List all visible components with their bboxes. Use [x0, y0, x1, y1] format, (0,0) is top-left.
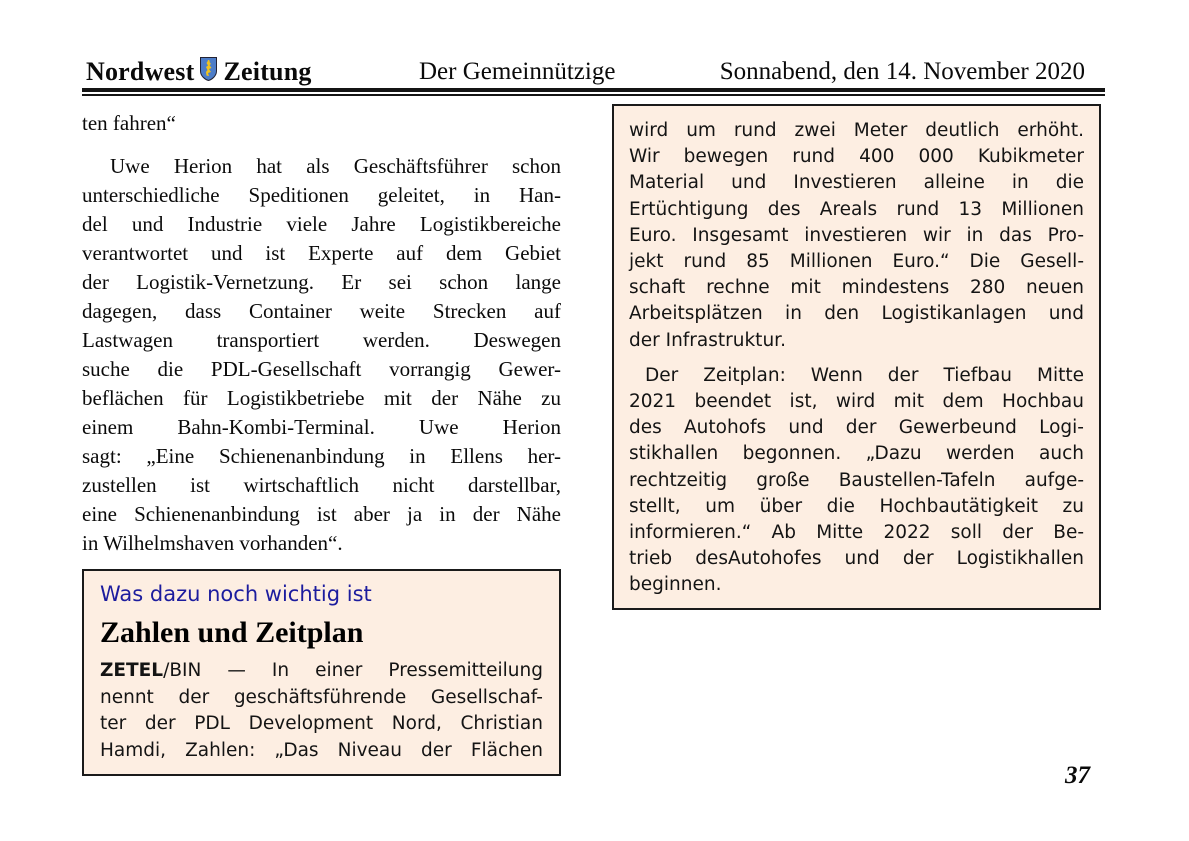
text-line: del und Industrie viele Jahre Logistikbereiche — [82, 212, 561, 236]
text-line: Arbeitsplätzen in den Logistikanlagen und — [629, 303, 1084, 325]
masthead-brand-left: Nordwest — [86, 57, 195, 86]
text-line: nennt der geschäftsführende Gesellschaf- — [100, 686, 543, 708]
infobox-title: Zahlen und Zeitplan — [100, 616, 364, 649]
text-line: stellt, um über die Hochbautätigkeit zu — [629, 495, 1084, 517]
text-line: Lastwagen transportiert werden. Deswegen — [82, 328, 561, 352]
infobox-body — [100, 658, 543, 764]
text-line: einem Bahn-Kombi-Terminal. Uwe Herion — [82, 415, 561, 439]
dateline-city: ZETEL — [100, 660, 164, 681]
text-line: beflächen für Logistikbetriebe mit der Nähe zu — [82, 386, 561, 410]
text-line: Material und Investieren alleine in die — [629, 172, 1084, 194]
text-line: ter der PDL Development Nord, Christian — [100, 713, 543, 734]
header-rule — [82, 88, 1105, 96]
dateline-rest: /BIN — In einer Pressemitteilung — [163, 660, 543, 681]
text-line: jekt rund 85 Millionen Euro.“ Die Gesell- — [629, 251, 1084, 273]
masthead — [86, 55, 312, 89]
text-line: Ertüchtigung des Areals rund 13 Millionen — [629, 198, 1084, 220]
infobox-kicker: Was dazu noch wichtig ist — [100, 582, 372, 606]
text-line: Euro. Insgesamt investieren wir in das Pro- — [629, 224, 1084, 246]
edition-title: Der Gemeinnützige — [419, 58, 616, 85]
infobox-paragraph — [629, 118, 1084, 354]
text-line: des Autohofs und der Gewerbeund Logi- — [629, 417, 1084, 439]
text-line: in Wilhelmshaven vorhanden“. — [82, 531, 343, 555]
text-line: beginnen. — [629, 574, 722, 596]
article-paragraph — [82, 109, 561, 138]
text-line: Hamdi, Zahlen: „Das Niveau der Flächen — [100, 739, 543, 761]
article-left-column — [82, 109, 561, 558]
text-line: stikhallen begonnen. „Dazu werden auch — [629, 443, 1084, 465]
text-line: unterschiedliche Speditionen geleitet, in Han- — [82, 183, 561, 207]
text-line: dagegen, dass Container weite Strecken auf — [82, 299, 561, 323]
text-line: verantwortet und ist Experte auf dem Gebiet — [82, 241, 561, 265]
text-line: Uwe Herion hat als Geschäftsführer schon — [110, 154, 561, 178]
text-line: Der Zeitplan: Wenn der Tiefbau Mitte — [645, 364, 1084, 386]
text-line: eine Schienenanbindung ist aber ja in der Nähe — [82, 502, 561, 526]
page-number: 37 — [1065, 762, 1090, 789]
text-line: trieb desAutohofes und der Logistikhallen — [629, 548, 1084, 570]
infobox-paragraph — [100, 685, 543, 765]
masthead-brand-right: Zeitung — [223, 57, 312, 86]
infobox-dateline — [100, 658, 543, 685]
text-line: sagt: „Eine Schienenanbindung in Ellens her- — [82, 444, 561, 468]
text-line: zustellen ist wirtschaftlich nicht darstellbar, — [82, 473, 561, 497]
text-line: Wir bewegen rund 400 000 Kubikmeter — [629, 146, 1084, 168]
infobox-zahlen-und-zeitplan — [82, 569, 561, 776]
infobox-paragraph — [629, 363, 1084, 599]
text-line: der Logistik-Vernetzung. Er sei schon lange — [82, 270, 561, 294]
text-line: 2021 beendet ist, wird mit dem Hochbau — [629, 391, 1084, 413]
text-line: ten fahren“ — [82, 111, 176, 135]
text-line: informieren.“ Ab Mitte 2022 soll der Be- — [629, 522, 1084, 544]
text-line: schaft rechne mit mindestens 280 neuen — [629, 277, 1084, 299]
text-line: der Infrastruktur. — [629, 329, 786, 351]
text-line: suche die PDL-Gesellschaft vorrangig Gewer- — [82, 357, 561, 381]
text-line: rechtzeitig große Baustellen-Tafeln aufge- — [629, 469, 1084, 491]
issue-date: Sonnabend, den 14. November 2020 — [719, 58, 1085, 85]
infobox-body — [629, 118, 1084, 599]
text-line: wird um rund zwei Meter deutlich erhöht. — [629, 120, 1084, 141]
article-paragraph — [82, 152, 561, 558]
crest-shield-icon — [200, 57, 217, 88]
infobox-pressemitteilung — [612, 104, 1101, 610]
